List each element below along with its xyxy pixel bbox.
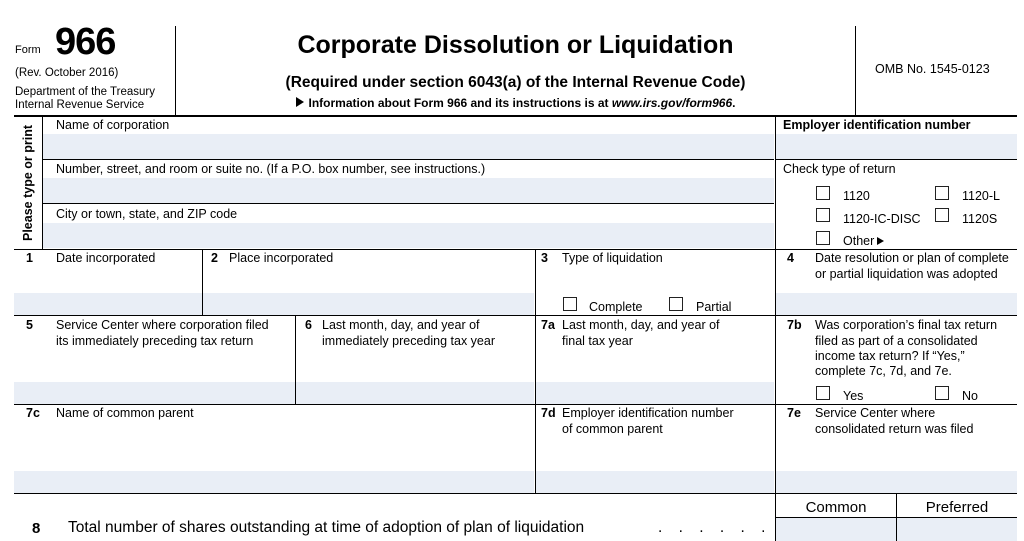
- line-7c-number: 7c: [26, 406, 40, 420]
- line-6-label-1: Last month, day, and year of: [322, 318, 480, 332]
- line-7b-label-3: income tax return? If “Yes,”: [815, 349, 965, 363]
- line-7c-label: Name of common parent: [56, 406, 194, 420]
- line-5-label-1: Service Center where corporation filed: [56, 318, 269, 332]
- checkbox-other[interactable]: [816, 231, 830, 245]
- shares-common-header: Common: [805, 499, 867, 516]
- line-8-dots: . . . . . .: [658, 519, 772, 536]
- line-7a-label-2: final tax year: [562, 334, 633, 348]
- line-7a-label-1: Last month, day, and year of: [562, 318, 720, 332]
- form-subtitle: (Required under section 6043(a) of the Internal Revenue Code): [285, 74, 746, 91]
- line-7e-label-1: Service Center where: [815, 406, 936, 420]
- line-7d-number: 7d: [541, 406, 556, 420]
- resolution-date-input[interactable]: [776, 293, 1017, 315]
- line-6-label-2: immediately preceding tax year: [322, 334, 495, 348]
- info-url[interactable]: www.irs.gov/form966: [611, 96, 733, 110]
- checkbox-1120-label: 1120: [843, 189, 870, 203]
- line-3-number: 3: [541, 251, 548, 265]
- line-5-number: 5: [26, 318, 33, 332]
- info-prefix: Information about Form 966 and its instructions is at: [308, 96, 612, 110]
- final-tax-year-input[interactable]: [536, 382, 774, 404]
- line-6-number: 6: [305, 318, 312, 332]
- city-input[interactable]: [43, 223, 774, 248]
- line-8-number: 8: [32, 520, 41, 537]
- arrow-right-icon: [877, 237, 884, 245]
- line-7b-label-1: Was corporation’s final tax return: [815, 318, 998, 332]
- checkbox-partial-label: Partial: [696, 300, 732, 314]
- line-3-label: Type of liquidation: [562, 251, 663, 265]
- form-revision: (Rev. October 2016): [15, 67, 119, 79]
- form-title: Corporate Dissolution or Liquidation: [297, 31, 734, 59]
- form-label: Form: [15, 44, 41, 56]
- shares-common-input[interactable]: [776, 518, 896, 541]
- line-4-label-2: or partial liquidation was adopted: [815, 267, 998, 281]
- preceding-tax-year-input[interactable]: [296, 382, 534, 404]
- consolidated-service-center-input[interactable]: [776, 471, 1017, 493]
- checkbox-1120s[interactable]: [935, 208, 949, 222]
- shares-preferred-input[interactable]: [897, 518, 1017, 541]
- line-5-label-2: its immediately preceding tax return: [56, 334, 254, 348]
- street-label: Number, street, and room or suite no. (If a P.O. box number, see instructions.): [56, 162, 486, 176]
- omb-number: OMB No. 1545-0123: [875, 62, 990, 76]
- parent-ein-input[interactable]: [536, 471, 774, 493]
- dept-irs: Internal Revenue Service: [15, 99, 145, 111]
- checkbox-other-label: [843, 233, 884, 249]
- return-type-label: Check type of return: [783, 162, 896, 176]
- line-8-label: Total number of shares outstanding at time of adoption of plan of liquidation: [68, 519, 585, 536]
- side-label: Please type or print: [21, 124, 35, 242]
- line-4-label-1: Date resolution or plan of complete: [815, 251, 1009, 265]
- checkbox-1120-ic-disc-label: 1120-IC-DISC: [843, 212, 921, 226]
- corp-name-label: Name of corporation: [56, 118, 170, 132]
- common-parent-name-input[interactable]: [14, 471, 534, 493]
- city-label: City or town, state, and ZIP code: [56, 207, 238, 221]
- line-7d-label-2: of common parent: [562, 422, 663, 436]
- checkbox-7b-yes-label: Yes: [843, 389, 864, 403]
- checkbox-partial[interactable]: [669, 297, 683, 311]
- checkbox-complete[interactable]: [563, 297, 577, 311]
- dept-treasury: Department of the Treasury: [15, 86, 155, 98]
- line-7b-label-4: complete 7c, 7d, and 7e.: [815, 364, 952, 378]
- other-text: Other: [843, 234, 875, 248]
- line-7b-label-2: filed as part of a consolidated: [815, 334, 978, 348]
- corp-name-input[interactable]: [43, 134, 774, 159]
- line-7e-label-2: consolidated return was filed: [815, 422, 974, 436]
- line-1-number: 1: [26, 251, 33, 265]
- service-center-input[interactable]: [14, 382, 295, 404]
- checkbox-1120-l-label: 1120-L: [962, 189, 1000, 203]
- line-7e-number: 7e: [787, 406, 801, 420]
- form-number: 966: [55, 21, 116, 63]
- checkbox-7b-no-label: No: [962, 389, 978, 403]
- line-4-number: 4: [787, 251, 794, 265]
- checkbox-7b-yes[interactable]: [816, 386, 830, 400]
- date-incorporated-input[interactable]: [14, 293, 202, 315]
- checkbox-1120-ic-disc[interactable]: [816, 208, 830, 222]
- info-line: [175, 95, 856, 111]
- info-suffix: .: [732, 96, 736, 110]
- checkbox-1120-l[interactable]: [935, 186, 949, 200]
- side-label-wrap: [14, 117, 42, 249]
- checkbox-7b-no[interactable]: [935, 386, 949, 400]
- ein-input[interactable]: [776, 134, 1017, 159]
- checkbox-complete-label: Complete: [589, 300, 643, 314]
- checkbox-1120s-label: 1120S: [962, 212, 998, 226]
- line-2-label: Place incorporated: [229, 251, 334, 265]
- shares-preferred-header: Preferred: [925, 499, 989, 516]
- line-7d-label-1: Employer identification number: [562, 406, 734, 420]
- arrow-right-icon: [296, 97, 304, 107]
- line-7b-number: 7b: [787, 318, 802, 332]
- line-1-label: Date incorporated: [56, 251, 156, 265]
- checkbox-1120[interactable]: [816, 186, 830, 200]
- street-input[interactable]: [43, 178, 774, 203]
- ein-label: Employer identification number: [783, 118, 971, 132]
- place-incorporated-input[interactable]: [203, 293, 534, 315]
- line-7a-number: 7a: [541, 318, 555, 332]
- line-2-number: 2: [211, 251, 218, 265]
- other-input[interactable]: [890, 232, 1015, 248]
